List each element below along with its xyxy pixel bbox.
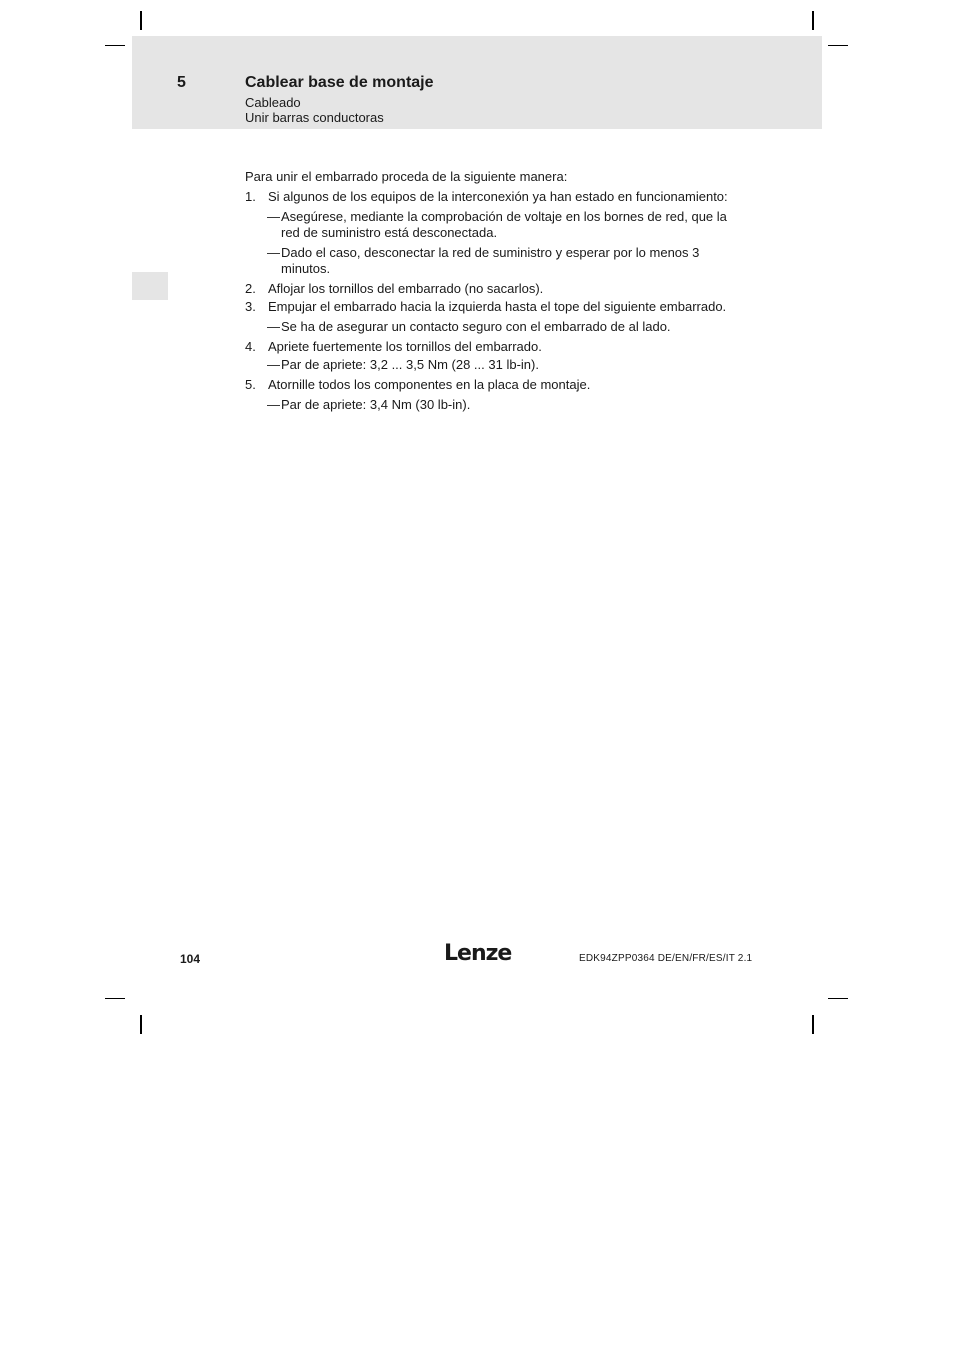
crop-mark-bottom-right-v (812, 1015, 814, 1034)
step-text: Si algunos de los equipos de la interconexión ya han estado en funcionamiento: (268, 189, 728, 204)
header-band (132, 36, 822, 129)
sub-text: Par de apriete: 3,4 Nm (30 lb-in). (281, 397, 471, 412)
dash-bullet: — (267, 319, 280, 334)
step-1-sub-2 (245, 245, 735, 277)
lenze-logo: Lenze (444, 941, 512, 966)
sub-text: Par de apriete: 3,2 ... 3,5 Nm (28 ... 31 lb-in). (281, 357, 539, 372)
crop-mark-top-left-v (140, 11, 142, 30)
subsection-title: Unir barras conductoras (245, 110, 384, 125)
instructions (245, 169, 735, 415)
intro-text: Para unir el embarrado proceda de la siguiente manera: (245, 169, 568, 184)
dash-bullet: — (267, 245, 280, 260)
step-2 (245, 281, 735, 297)
chapter-title: Cablear base de montaje (245, 74, 434, 91)
dash-bullet: — (267, 397, 280, 412)
step-3-sub-1 (245, 319, 735, 335)
step-text: Aflojar los tornillos del embarrado (no sacarlos). (268, 281, 544, 296)
chapter-number: 5 (177, 74, 186, 91)
side-tab-marker (132, 272, 168, 300)
step-number: 4. (245, 339, 256, 354)
crop-mark-top-right-h (828, 45, 848, 46)
step-text: Empujar el embarrado hacia la izquierda hasta el tope del siguiente embarrado. (268, 299, 727, 314)
step-4 (245, 339, 735, 355)
step-number: 5. (245, 377, 256, 392)
sub-text: Dado el caso, desconectar la red de suministro y esperar por lo menos 3 minutos. (281, 245, 700, 276)
sub-text: Se ha de asegurar un contacto seguro con el embarrado de al lado. (281, 319, 671, 334)
crop-mark-top-right-v (812, 11, 814, 30)
step-3 (245, 299, 735, 315)
step-text: Atornille todos los componentes en la placa de montaje. (268, 377, 591, 392)
crop-mark-bottom-left-v (140, 1015, 142, 1034)
step-1 (245, 189, 735, 205)
step-number: 3. (245, 299, 256, 314)
section-title: Cableado (245, 95, 301, 110)
step-5-sub-1 (245, 397, 735, 413)
dash-bullet: — (267, 357, 280, 372)
sub-text: Asegúrese, mediante la comprobación de voltaje en los bornes de red, que la red de suministro está desconectada. (281, 209, 727, 240)
document-code: EDK94ZPP0364 DE/EN/FR/ES/IT 2.1 (579, 953, 753, 964)
step-text: Apriete fuertemente los tornillos del embarrado. (268, 339, 542, 354)
dash-bullet: — (267, 209, 280, 224)
step-number: 1. (245, 189, 256, 204)
crop-mark-bottom-left-h (105, 998, 125, 999)
step-4-sub-1 (245, 357, 735, 373)
crop-mark-top-left-h (105, 45, 125, 46)
step-1-sub-1 (245, 209, 735, 241)
step-5 (245, 377, 735, 393)
step-number: 2. (245, 281, 256, 296)
page-number: 104 (180, 952, 201, 966)
crop-mark-bottom-right-h (828, 998, 848, 999)
